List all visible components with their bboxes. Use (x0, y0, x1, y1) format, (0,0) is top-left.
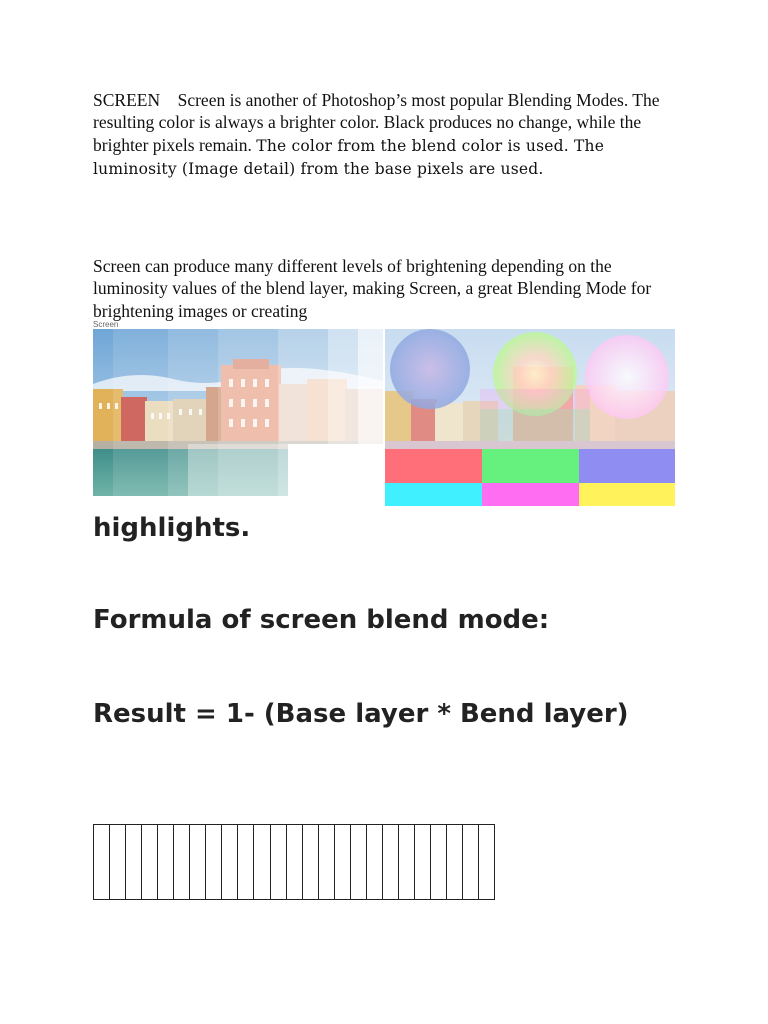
grid-cell (271, 825, 287, 899)
grid-cell (174, 825, 190, 899)
heading-result-formula: Result = 1- (Base layer * Bend layer) (93, 699, 629, 729)
grid-cell (222, 825, 238, 899)
grid-cell (287, 825, 303, 899)
grid-cell (158, 825, 174, 899)
grid-cell (367, 825, 383, 899)
grid-cell (415, 825, 431, 899)
grid-cell (142, 825, 158, 899)
grid-cell (431, 825, 447, 899)
grid-cell (335, 825, 351, 899)
grid-cell (190, 825, 206, 899)
grid-cell (110, 825, 126, 899)
grid-cell (319, 825, 335, 899)
figure-caption: Screen (93, 320, 119, 329)
grid-cell (383, 825, 399, 899)
grid-cell (351, 825, 367, 899)
grid-cell (479, 825, 494, 899)
screen-lead-word: SCREEN (93, 90, 161, 110)
grid-cell (303, 825, 319, 899)
grid-cell (126, 825, 142, 899)
grid-cell (399, 825, 415, 899)
grid-cell (238, 825, 254, 899)
grid-cell (447, 825, 463, 899)
heading-formula: Formula of screen blend mode: (93, 605, 550, 635)
screen-example-image-left (93, 329, 383, 496)
screen-description: Screen is another of Photoshop’s most popular Blending Modes. The resulting color is always a brighter color. Black produces no change, while the brighter pixels remain. (93, 90, 660, 155)
paragraph-brightening: Screen can produce many different levels of brightening depending on the luminosity values of the blend layer, making Screen, a great Blending Mode for brightening images or creating (93, 256, 652, 321)
paragraph-screen-intro (93, 89, 683, 180)
screen-luminosity-note: The color from the blend color is used. The luminosity (Image detail) from the base pixels are used. (93, 136, 605, 178)
grid-cell (206, 825, 222, 899)
grid-cell (463, 825, 479, 899)
empty-table-grid (93, 824, 495, 900)
grid-cell (254, 825, 270, 899)
screen-example-image-right (385, 329, 675, 506)
heading-highlights: highlights. (93, 513, 251, 543)
grid-cell (94, 825, 110, 899)
